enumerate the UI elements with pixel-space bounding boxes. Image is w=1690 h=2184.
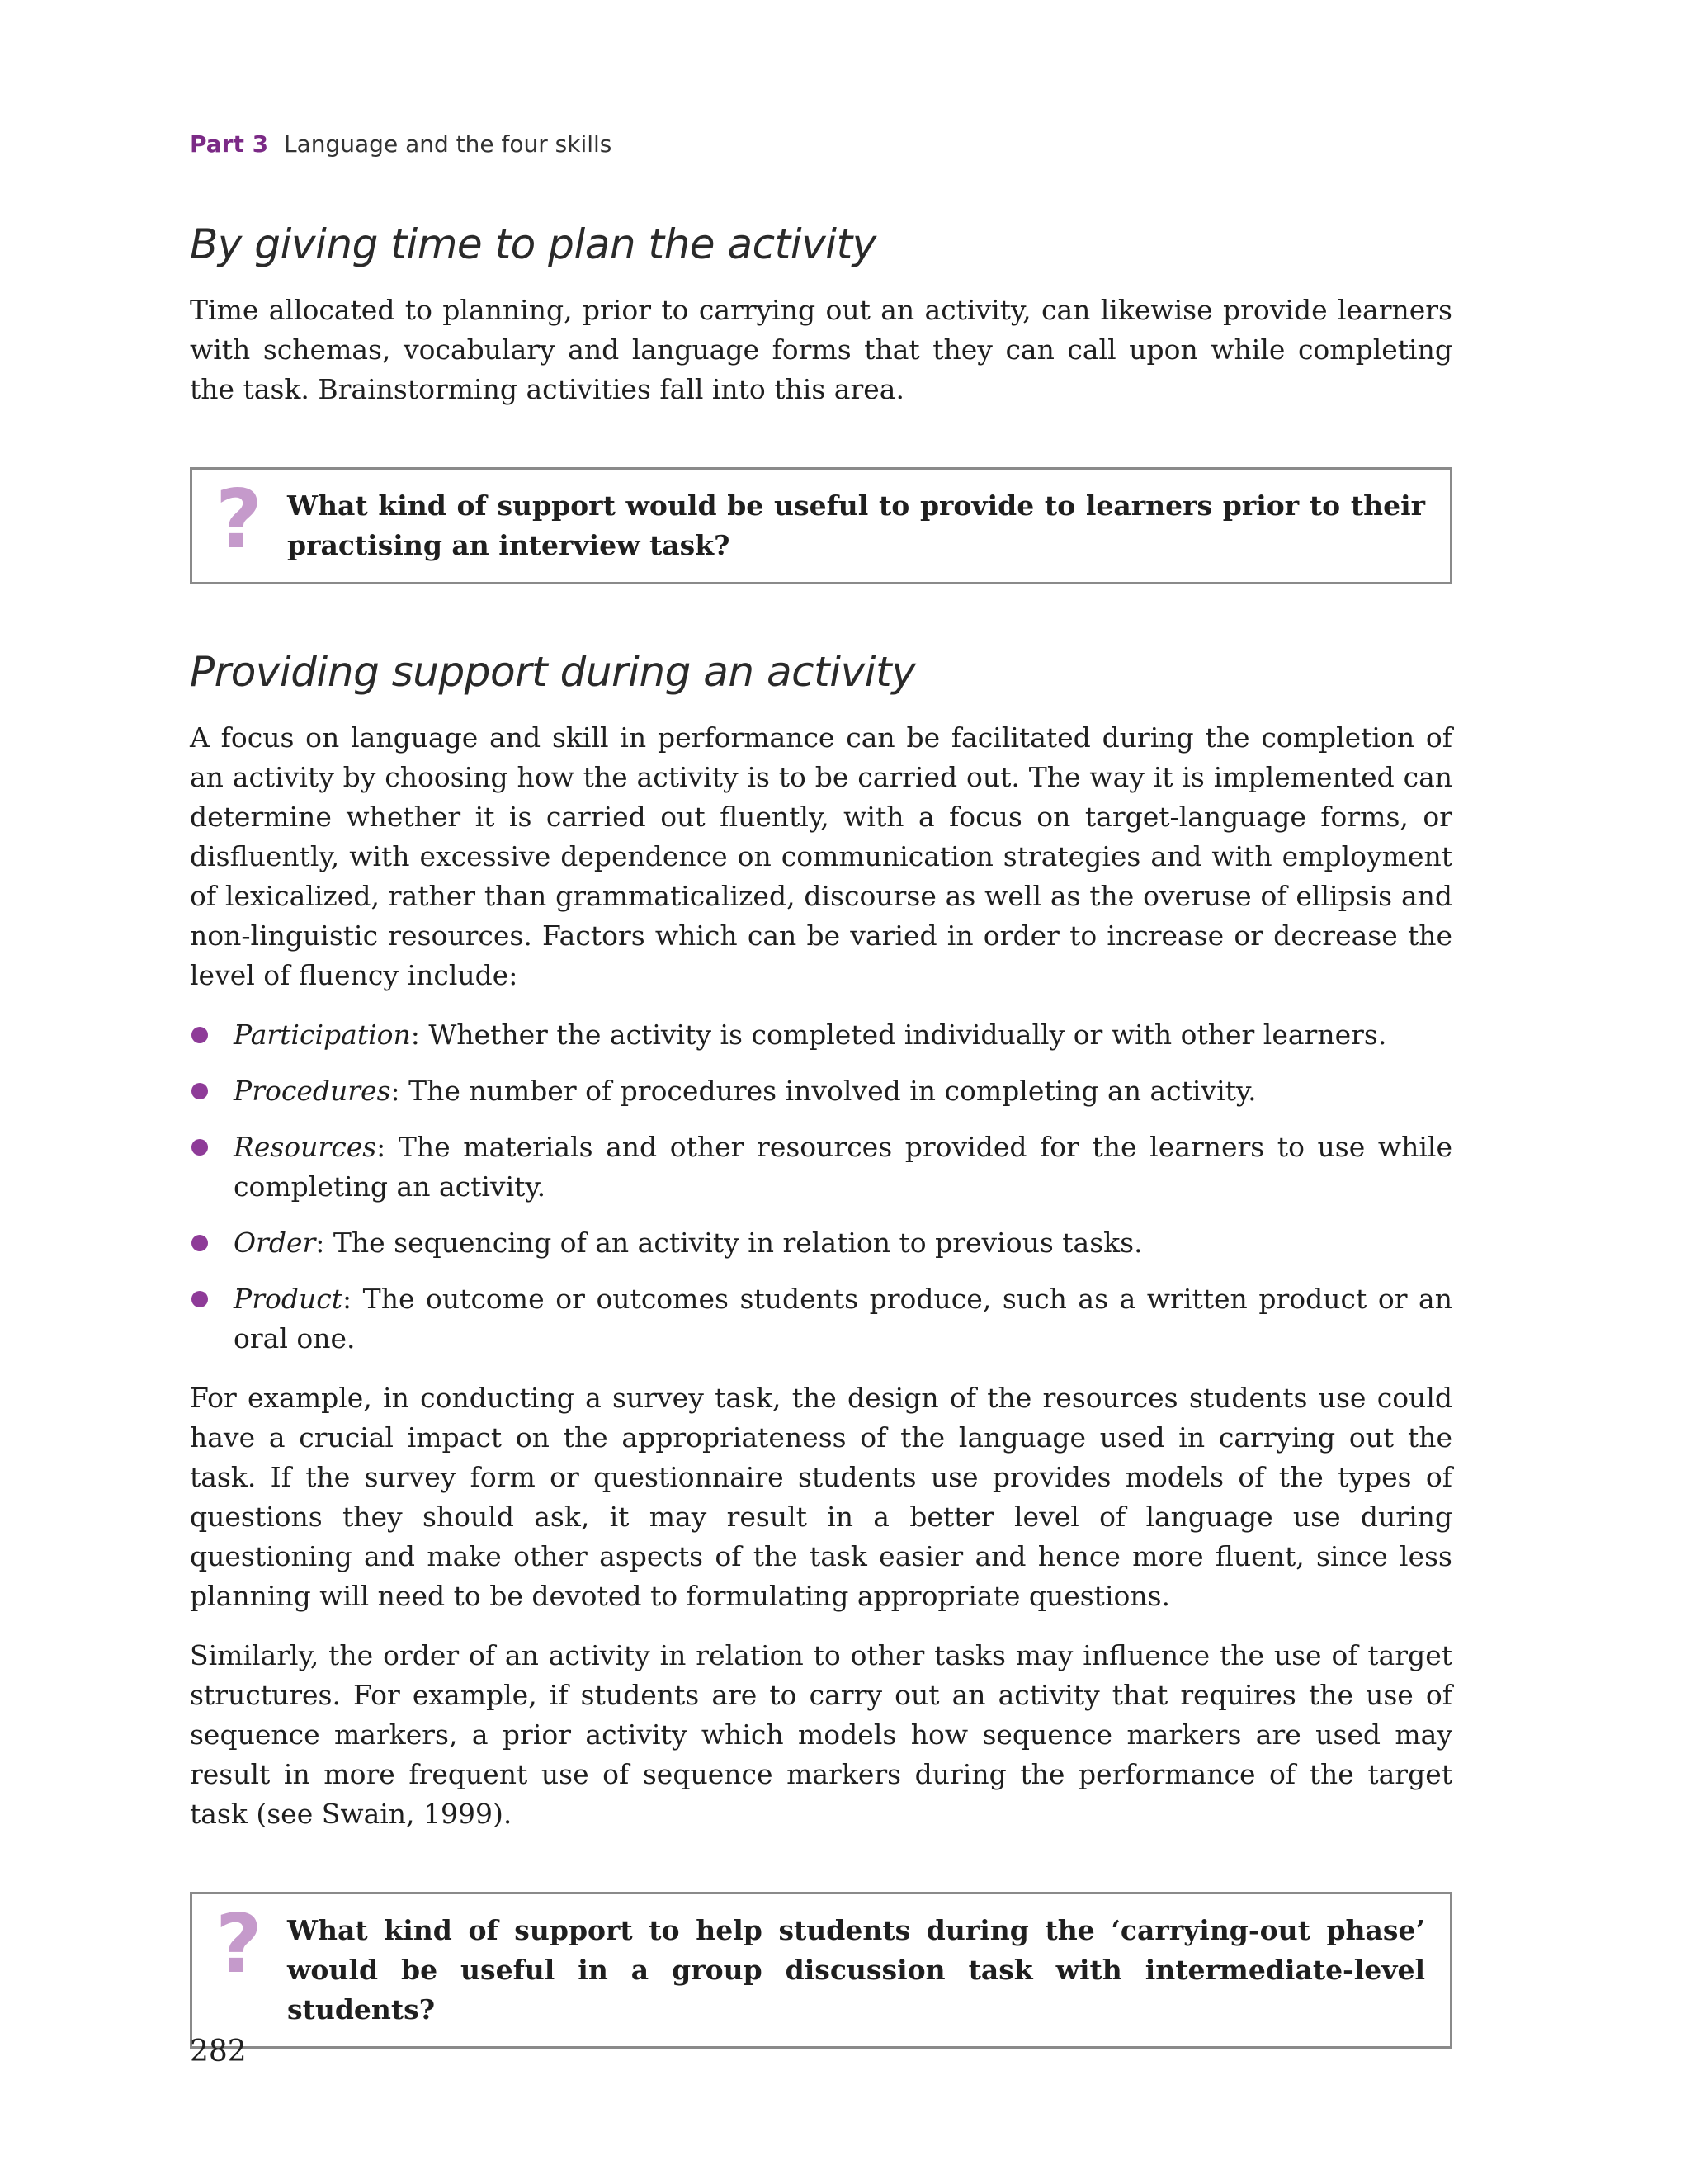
running-head-part: Part 3 xyxy=(190,130,269,158)
list-item-term: Product xyxy=(234,1283,342,1315)
question-text-2: What kind of support to help students during the ‘carrying-out phase’ would be useful in a group discussion task with intermediate-level students? xyxy=(287,1914,1425,2026)
list-item-term: Procedures xyxy=(234,1075,391,1107)
list-item xyxy=(190,1071,1452,1111)
list-item xyxy=(190,1279,1452,1359)
list-item xyxy=(190,1127,1452,1207)
list-item xyxy=(190,1015,1452,1055)
list-item-term: Participation xyxy=(234,1019,411,1051)
question-box-2 xyxy=(190,1892,1452,2049)
paragraph-planning: Time allocated to planning, prior to carrying out an activity, can likewise provide learners with schemas, vocabulary and language forms that they can call upon while completing the task. Brainstorming activities fall into this area. xyxy=(190,294,1452,405)
section-heading-planning: By giving time to plan the activity xyxy=(190,220,876,268)
running-head-title: Language and the four skills xyxy=(284,130,612,158)
paragraph-order-example: Similarly, the order of an activity in relation to other tasks may influence the use of target structures. For example, if students are to carry out an activity that requires the use of sequence markers, a prior activity which models how sequence markers are used may result in more frequent use of sequence markers during the performance of the target task (see Swain, 1999). xyxy=(190,1639,1452,1830)
list-item-term: Resources xyxy=(234,1131,377,1163)
bullet-icon xyxy=(191,1139,208,1156)
paragraph-survey-example: For example, in conducting a survey task, the design of the resources students use could have a crucial impact on the appropriateness of the language used in carrying out the task. If the survey form or questionnaire students use provides models of the types of questions they should ask, it may result in a better level of language use during questioning and make other aspects of the task easier and hence more fluent, since less planning will need to be devoted to formulating appropriate questions. xyxy=(190,1382,1452,1612)
question-text-1: What kind of support would be useful to provide to learners prior to their practising an interview task? xyxy=(287,489,1425,561)
question-mark-icon: ? xyxy=(215,473,262,567)
list-item-text: : The sequencing of an activity in relation to previous tasks. xyxy=(315,1227,1143,1259)
running-head xyxy=(190,124,1452,165)
bullet-icon xyxy=(191,1291,208,1307)
page-number: 282 xyxy=(190,2035,247,2068)
list-item-term: Order xyxy=(234,1227,316,1259)
list-item-text: : The number of procedures involved in completing an activity. xyxy=(390,1075,1257,1107)
bullet-icon xyxy=(191,1027,208,1043)
list-item-text: : The outcome or outcomes students produce, such as a written product or an oral one. xyxy=(234,1283,1452,1354)
question-mark-icon: ? xyxy=(215,1898,262,1992)
question-box-1 xyxy=(190,467,1452,584)
list-item-text: : The materials and other resources provided for the learners to use while completing an activity. xyxy=(234,1131,1452,1203)
bullet-icon xyxy=(191,1083,208,1099)
page-content xyxy=(190,124,1452,2049)
bullet-icon xyxy=(191,1235,208,1251)
paragraph-support-intro: A focus on language and skill in performance can be facilitated during the completion of an activity by choosing how the activity is to be carried out. The way it is implemented can determine whether it is carried out fluently, with a focus on target-language forms, or disfluently, with excessive dependence on communication strategies and with employment of lexicalized, rather than grammaticalized, discourse as well as the overuse of ellipsis and non-linguistic resources. Factors which can be varied in order to increase or decrease the level of fluency include: xyxy=(190,721,1452,991)
list-item xyxy=(190,1223,1452,1263)
section-heading-support: Providing support during an activity xyxy=(190,648,916,696)
factors-list xyxy=(190,1015,1452,1359)
list-item-text: : Whether the activity is completed individually or with other learners. xyxy=(410,1019,1387,1051)
